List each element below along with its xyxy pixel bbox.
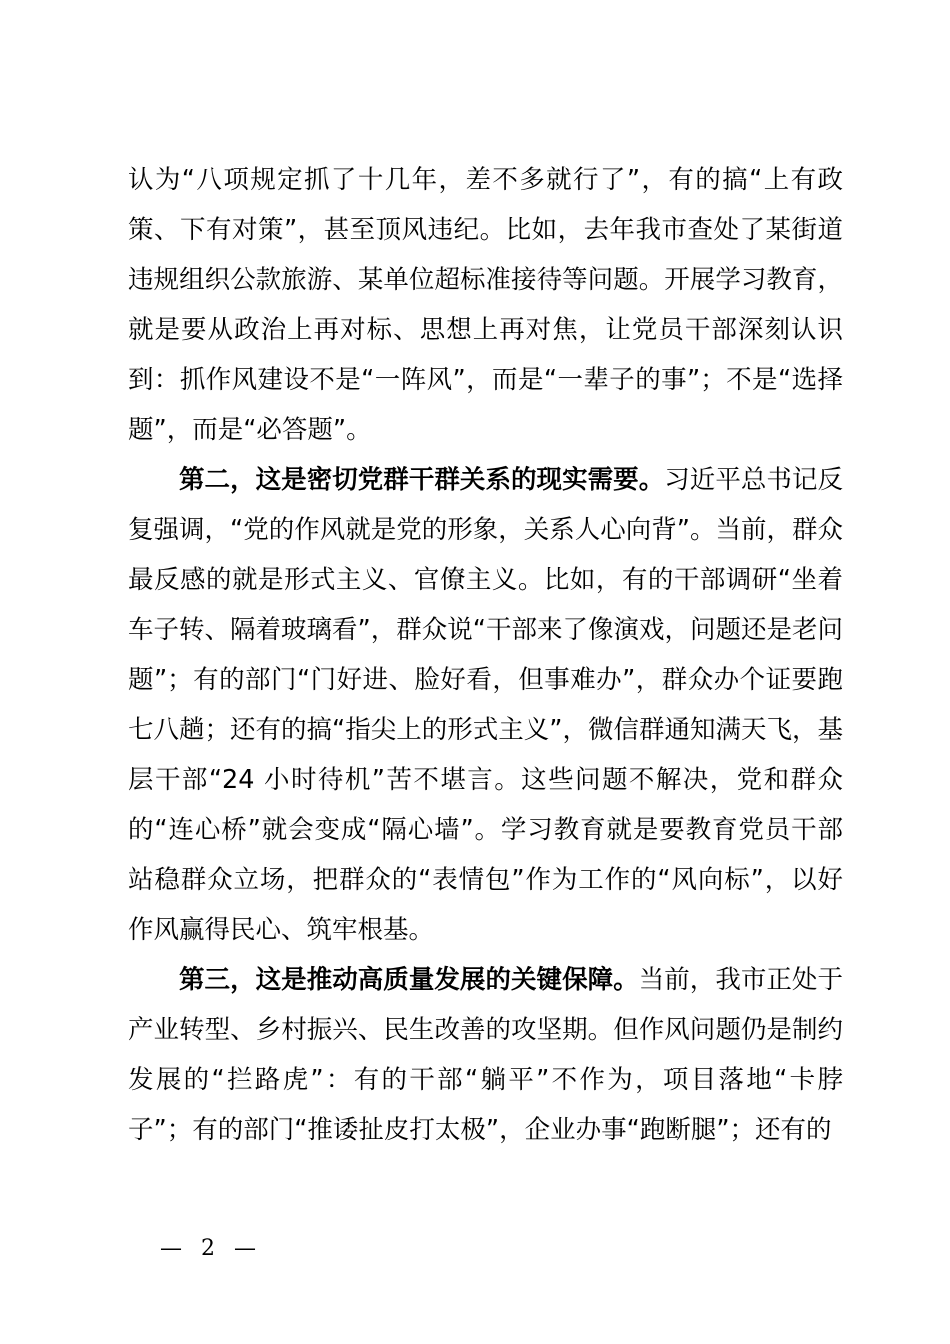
paragraph-continuation (128, 155, 843, 455)
paragraph-text: 习近平总书记反复强调，“党的作风就是党的形象，关系人心向背”。当前，群众最反感的就是形式主义、官僚主义。比如，有的干部调研“坐着车子转、隔着玻璃看”，群众说“干部来了像演戏，问题还是老问题”；有的部门“门好进、脸好看，但事难办”，群众办个证要跑七八趟；还有的搞“指尖上的形式主义”，微信群通知满天飞，基层干部“24 小时待机”苦不堪言。这些问题不解决，党和群众的“连心桥”就会变成“隔心墙”。学习教育就是要教育党员干部站稳群众立场，把群众的“表情包”作为工作的“风向标”，以好作风赢得民心、筑牢根基。 (128, 465, 843, 945)
body-text (128, 155, 843, 1155)
paragraph-lead-heading: 第二，这是密切党群干群关系的现实需要。 (179, 465, 665, 495)
page-number: — 2 — (160, 1236, 262, 1261)
paragraph-lead-heading: 第三，这是推动高质量发展的关键保障。 (179, 965, 639, 995)
paragraph-text: 认为“八项规定抓了十几年，差不多就行了”，有的搞“上有政策、下有对策”，甚至顶风违纪。比如，去年我市查处了某街道违规组织公款旅游、某单位超标准接待等问题。开展学习教育，就是要从政治上再对标、思想上再对焦，让党员干部深刻认识到：抓作风建设不是“一阵风”，而是“一辈子的事”；不是“选择题”，而是“必答题”。 (128, 165, 843, 445)
paragraph-second-point (128, 455, 843, 955)
paragraph-text: 当前，我市正处于产业转型、乡村振兴、民生改善的攻坚期。但作风问题仍是制约发展的“拦路虎”：有的干部“躺平”不作为，项目落地“卡脖子”；有的部门“推诿扯皮打太极”，企业办事“跑断腿”；还有的 (128, 965, 843, 1145)
paragraph-third-point (128, 955, 843, 1155)
